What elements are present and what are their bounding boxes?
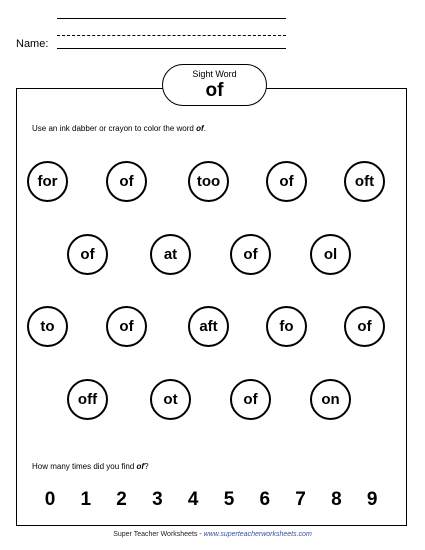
name-line-top (57, 18, 286, 19)
question-prefix: How many times did you find (32, 462, 137, 471)
word-bubble[interactable]: ol (310, 234, 351, 275)
word-bubble[interactable]: of (106, 306, 147, 347)
name-label: Name: (16, 38, 49, 50)
question-word: of (136, 462, 145, 471)
instructions-suffix: . (203, 124, 206, 133)
word-bubble[interactable]: on (310, 379, 351, 420)
word-bubble[interactable]: for (27, 161, 68, 202)
instructions-word: of (196, 124, 204, 133)
word-bubble[interactable]: fo (266, 306, 307, 347)
footer (0, 531, 425, 538)
number-choice-4[interactable]: 4 (187, 489, 199, 510)
footer-brand: Super Teacher Worksheets - (113, 531, 204, 538)
word-bubble[interactable]: of (230, 234, 271, 275)
number-choice-8[interactable]: 8 (331, 489, 342, 510)
word-bubble[interactable]: aft (188, 306, 229, 347)
number-choice-2[interactable]: 2 (116, 489, 127, 510)
word-bubble[interactable]: of (266, 161, 307, 202)
word-bubble[interactable]: of (67, 234, 108, 275)
word-bubble[interactable]: off (67, 379, 108, 420)
number-choice-1[interactable]: 1 (80, 489, 92, 510)
word-bubble[interactable]: ot (150, 379, 191, 420)
word-bubble[interactable]: of (344, 306, 385, 347)
sight-word: of (205, 80, 224, 101)
word-bubble[interactable]: to (27, 306, 68, 347)
word-bubble[interactable]: of (106, 161, 147, 202)
sight-word-badge (162, 64, 267, 106)
count-question (32, 462, 149, 471)
word-bubble[interactable]: oft (344, 161, 385, 202)
number-choice-0[interactable]: 0 (44, 489, 56, 510)
instructions-prefix: Use an ink dabber or crayon to color the word (32, 124, 197, 133)
question-suffix: ? (144, 462, 149, 471)
name-line-dashed (57, 35, 286, 36)
number-choice-7[interactable]: 7 (295, 489, 306, 510)
number-choice-9[interactable]: 9 (366, 489, 378, 510)
footer-url[interactable]: www.superteacherworksheets.com (203, 531, 312, 538)
number-choice-6[interactable]: 6 (259, 489, 271, 510)
name-field[interactable] (57, 48, 286, 49)
word-bubble[interactable]: too (188, 161, 229, 202)
instructions (32, 124, 206, 133)
number-choice-3[interactable]: 3 (152, 489, 163, 510)
word-bubble[interactable]: at (150, 234, 191, 275)
sight-word-subtitle: Sight Word (192, 69, 237, 79)
number-choice-5[interactable]: 5 (223, 489, 235, 510)
word-bubble[interactable]: of (230, 379, 271, 420)
